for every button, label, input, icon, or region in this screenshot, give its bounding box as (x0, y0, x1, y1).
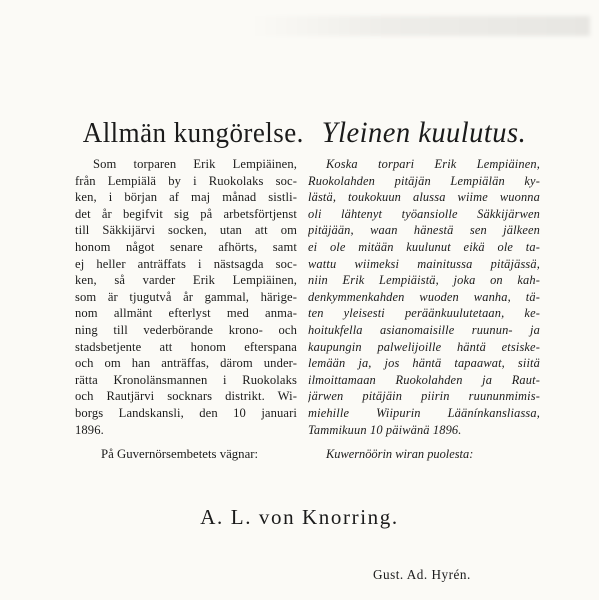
swedish-line: till Säkkijärvi socken, utan att om (75, 223, 297, 238)
swedish-line: stadsbetjente att honom efterspana (75, 339, 297, 354)
swedish-line: och Rautjärvi socknars distrikt. Wi- (75, 389, 297, 404)
swedish-line: ken, i början af maj månad sistli- (75, 190, 297, 205)
swedish-line: från Lempiälä by i Ruokolaks soc- (75, 173, 297, 188)
finnish-line: ei ole mitään kuulunut eikä ole ta- (308, 239, 540, 254)
finnish-signature-line: Kuwernöörin wiran puolesta: (326, 447, 474, 462)
finnish-line: Ruokolahden pitäjän Lempiälän ky- (308, 173, 540, 188)
finnish-line: ten yleisesti peräänkuulutetaan, ke- (308, 306, 540, 321)
finnish-line: oli lähtenyt työansiolle Säkkijärwen (308, 206, 540, 221)
swedish-line: ken, så varder Erik Lempiäinen, (75, 273, 297, 288)
swedish-heading: Allmän kungörelse. (82, 117, 304, 149)
finnish-line: niin Erik Lempiäistä, joka on kah- (308, 273, 540, 288)
finnish-line: järwen pitäjäin piirin ruununmimis- (308, 389, 540, 404)
finnish-line: ilmoittamaan Ruokolahden ja Raut- (308, 372, 540, 387)
finnish-line: Tammikuun 10 päiwänä 1896. (308, 422, 462, 437)
finnish-line: denkymmenkahden wuoden wanha, tä- (308, 289, 540, 304)
finnish-line: lemään ja, jos häntä tapaawat, siitä (308, 356, 540, 371)
scan-smudge (250, 16, 590, 36)
finnish-line: hoitukfella asianomaisille ruunun- ja (308, 322, 540, 337)
signatory-name: A. L. von Knorring. (200, 505, 399, 529)
swedish-column (75, 112, 304, 462)
finnish-line: miehille Wiipurin Läänínkansliassa, (308, 405, 540, 420)
swedish-line: det år begifvit sig på arbetsförtjenst (75, 206, 297, 221)
swedish-line: ning till vederbörande krono- och (75, 322, 297, 337)
swedish-line: som är tjugutvå år gammal, härige- (75, 289, 297, 304)
countersign-name: Gust. Ad. Hyrén. (373, 567, 471, 582)
swedish-line: Som torparen Erik Lempiäinen, (93, 157, 297, 171)
finnish-body (308, 156, 540, 438)
finnish-line: Koska torpari Erik Lempiäinen, (326, 157, 540, 171)
swedish-line: ej heller anträffats i nästsagda soc- (75, 256, 297, 271)
finnish-column (308, 112, 540, 462)
swedish-line: nom allmänt efterlyst med anma- (75, 306, 297, 321)
swedish-signature-line: På Guvernörsembetets vägnar: (101, 447, 259, 462)
swedish-line: rätta Kronolänsmannen i Ruokolaks (75, 372, 297, 387)
finnish-line: pitäjään, waan hänestä sen jälkeen (308, 223, 540, 238)
finnish-line: kaupungin palwelijoille häntä etsiske- (308, 339, 540, 354)
swedish-line: honom något senare afhörts, samt (75, 239, 297, 254)
swedish-body (75, 156, 297, 438)
finnish-line: lästä, toukokuun alussa wiime wuonna (308, 190, 540, 205)
finnish-line: wattu wiimeksi mainitussa pitäjässä, (308, 256, 540, 271)
finnish-heading: Yleinen kuulutus. (321, 116, 527, 149)
swedish-line: och om han anträffas, därom under- (75, 356, 297, 371)
swedish-line: borgs Landskansli, den 10 januari (75, 405, 297, 420)
swedish-line: 1896. (75, 422, 104, 437)
